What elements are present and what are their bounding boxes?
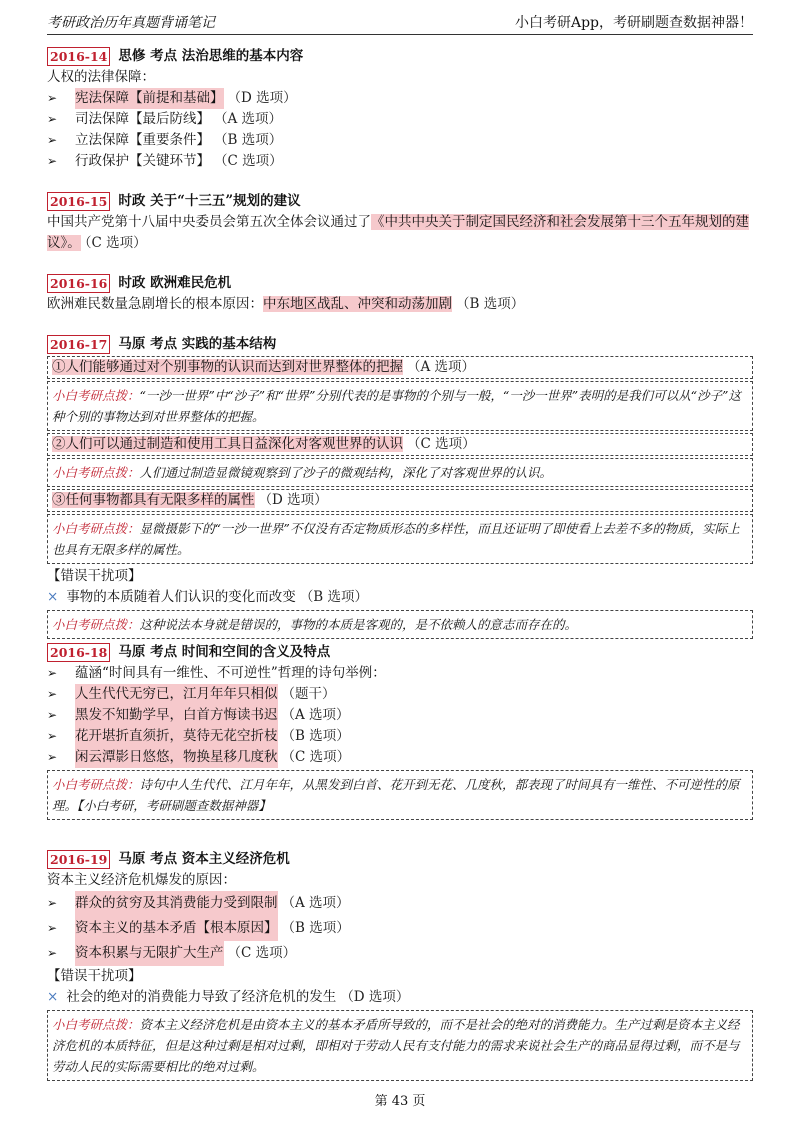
option-line bbox=[47, 433, 753, 456]
question-id: 2016-18 bbox=[47, 643, 110, 662]
arrow-icon: ➢ bbox=[47, 896, 58, 910]
list-item bbox=[47, 705, 753, 726]
arrow-icon: ➢ bbox=[47, 708, 58, 722]
paragraph bbox=[47, 212, 753, 254]
section-heading bbox=[47, 190, 753, 212]
arrow-icon: ➢ bbox=[47, 750, 58, 764]
list-item bbox=[47, 941, 753, 966]
item-text: ②人们可以通过制造和使用工具日益深化对客观世界的认识 bbox=[52, 436, 403, 452]
item-text: 闲云潭影日悠悠，物换星移几度秋 bbox=[75, 747, 278, 768]
item-option: （B 选项） bbox=[456, 296, 525, 312]
arrow-icon: ➢ bbox=[47, 946, 58, 960]
list-item bbox=[47, 726, 753, 747]
question-id: 2016-14 bbox=[47, 47, 110, 66]
list-item bbox=[47, 130, 753, 151]
cross-icon: × bbox=[47, 989, 59, 1005]
section-2016-14 bbox=[47, 45, 753, 172]
item-text: 立法保障【重要条件】 bbox=[75, 132, 210, 148]
tip-text: 人们通过制造显微镜观察到了沙子的微观结构，深化了对客观世界的认识。 bbox=[139, 465, 553, 480]
section-title: 思修 考点 法治思维的基本内容 bbox=[118, 48, 304, 64]
distractor-heading: 【错误干扰项】 bbox=[47, 968, 142, 984]
item-text: 资本积累与无限扩大生产 bbox=[75, 941, 224, 966]
tip-box bbox=[47, 458, 753, 487]
question-id: 2016-15 bbox=[47, 192, 110, 211]
section-2016-18 bbox=[47, 641, 753, 820]
arrow-icon: ➢ bbox=[47, 687, 58, 701]
list-item bbox=[47, 747, 753, 768]
distractor-item bbox=[47, 987, 753, 1008]
distractor-text: 事物的本质随着人们认识的变化而改变 bbox=[66, 589, 296, 605]
section-title: 时政 关于“十三五”规划的建议 bbox=[118, 193, 301, 209]
tip-text: 诗句中人生代代、江月年年，从黑发到白首、花开到无花、几度秋，都表现了时间具有一维性、不可逆性的原理。【小白考研，考研刷题查数据神器】 bbox=[52, 777, 740, 813]
section-2016-16 bbox=[47, 272, 753, 315]
item-option: （B 选项） bbox=[281, 920, 350, 936]
item-option: （C 选项） bbox=[227, 945, 297, 961]
tip-label: 小白考研点拨： bbox=[52, 465, 140, 480]
arrow-icon: ➢ bbox=[47, 133, 58, 147]
tip-box bbox=[47, 381, 753, 431]
item-text: 人生代代无穷已，江月年年只相似 bbox=[75, 684, 278, 705]
tip-box bbox=[47, 1010, 753, 1081]
tip-label: 小白考研点拨： bbox=[52, 388, 140, 403]
section-title: 马原 考点 实践的基本结构 bbox=[118, 336, 277, 352]
item-text: 宪法保障【前提和基础】 bbox=[75, 88, 224, 109]
item-option: （A 选项） bbox=[281, 895, 350, 911]
section-title: 马原 考点 资本主义经济危机 bbox=[118, 851, 290, 867]
section-2016-15 bbox=[47, 190, 753, 254]
tip-text: “一沙一世界”中“沙子”和“世界”分别代表的是事物的个别与一般，“一沙一世界”表明的是我们可以从“沙子”这种个别的事物达到对世界整体的把握。 bbox=[52, 388, 741, 424]
tip-text: 资本主义经济危机是由资本主义的基本矛盾所导致的，而不是社会的绝对的消费能力。生产过剩是资本主义经济危机的本质特征，但是这种过剩是相对过剩，即相对于劳动人民有支付能力的需求来说社会生产的商品显得过剩，而不是与劳动人民的实际需要相比的绝对过剩。 bbox=[52, 1017, 740, 1074]
arrow-icon: ➢ bbox=[47, 154, 58, 168]
option-line bbox=[47, 489, 753, 512]
section-heading bbox=[47, 641, 753, 663]
section-heading bbox=[47, 848, 753, 870]
content bbox=[47, 45, 753, 1099]
header-slogan: 小白考研App，考研刷题查数据神器！ bbox=[514, 15, 753, 31]
question-id: 2016-19 bbox=[47, 850, 110, 869]
section-title: 时政 欧洲难民危机 bbox=[118, 275, 232, 291]
arrow-icon: ➢ bbox=[47, 666, 58, 680]
item-text: ③任何事物都具有无限多样的属性 bbox=[52, 492, 255, 508]
arrow-icon: ➢ bbox=[47, 921, 58, 935]
tip-box bbox=[47, 514, 753, 564]
list-item bbox=[47, 663, 753, 684]
item-option: （D 选项） bbox=[340, 989, 410, 1005]
tip-box bbox=[47, 610, 753, 639]
item-option: （C 选项） bbox=[84, 235, 147, 251]
section-heading bbox=[47, 333, 753, 355]
section-2016-17 bbox=[47, 333, 753, 639]
section-2016-19 bbox=[47, 848, 753, 1081]
item-text: 行政保护【关键环节】 bbox=[75, 153, 210, 169]
item-text: 资本主义的基本矛盾【根本原因】 bbox=[75, 916, 278, 941]
header-title: 考研政治历年真题背诵笔记 bbox=[47, 15, 215, 31]
item-option: （B 选项） bbox=[281, 728, 350, 744]
item-option: （题干） bbox=[281, 686, 336, 702]
tip-text: 显微摄影下的“一沙一世界”不仅没有否定物质形态的多样性，而且还证明了即使看上去差不多的物质，实际上也具有无限多样的属性。 bbox=[52, 521, 740, 557]
highlight-text: 中东地区战乱、冲突和动荡加剧 bbox=[263, 296, 452, 312]
list-item bbox=[47, 151, 753, 172]
tip-text: 这种说法本身就是错误的，事物的本质是客观的，是不依赖人的意志而存在的。 bbox=[139, 617, 578, 632]
arrow-icon: ➢ bbox=[47, 91, 58, 105]
list-item bbox=[47, 684, 753, 705]
list-item bbox=[47, 891, 753, 916]
intro-text: 资本主义经济危机爆发的原因： bbox=[47, 872, 236, 888]
paragraph-text: 欧洲难民数量急剧增长的根本原因： bbox=[47, 296, 263, 312]
item-option: （C 选项） bbox=[281, 749, 351, 765]
tip-label: 小白考研点拨： bbox=[52, 521, 140, 536]
tip-label: 小白考研点拨： bbox=[52, 1017, 140, 1032]
item-text: ①人们能够通过对个别事物的认识而达到对世界整体的把握 bbox=[52, 359, 403, 375]
list-item bbox=[47, 109, 753, 130]
distractor-heading: 【错误干扰项】 bbox=[47, 568, 142, 584]
item-text: 司法保障【最后防线】 bbox=[75, 111, 210, 127]
item-text: 黑发不知勤学早，白首方悔读书迟 bbox=[75, 705, 278, 726]
item-option: （C 选项） bbox=[214, 153, 283, 169]
section-heading bbox=[47, 272, 753, 294]
distractor-text: 社会的绝对的消费能力导致了经济危机的发生 bbox=[66, 989, 337, 1005]
list-item bbox=[47, 916, 753, 941]
option-line bbox=[47, 356, 753, 379]
section-heading bbox=[47, 45, 753, 67]
intro-text: 蕴涵“时间具有一维性、不可逆性”哲理的诗句举例： bbox=[75, 665, 386, 681]
item-option: （D 选项） bbox=[227, 90, 297, 106]
paragraph bbox=[47, 294, 753, 315]
item-option: （D 选项） bbox=[258, 492, 328, 508]
item-text: 群众的贫穷及其消费能力受到限制 bbox=[75, 891, 278, 916]
paragraph-text: 中国共产党第十八届中央委员会第五次全体会议通过了 bbox=[47, 214, 371, 230]
intro-text: 人权的法律保障： bbox=[47, 69, 155, 85]
tip-label: 小白考研点拨： bbox=[52, 777, 140, 792]
arrow-icon: ➢ bbox=[47, 112, 58, 126]
item-option: （A 选项） bbox=[407, 359, 476, 375]
item-text: 花开堪折直须折，莫待无花空折枝 bbox=[75, 726, 278, 747]
highlight-text: 《中共中央关于制定国民经济和社会发展第十三个五年规划的建议》。 bbox=[47, 214, 749, 251]
item-option: （A 选项） bbox=[214, 111, 283, 127]
tip-label: 小白考研点拨： bbox=[52, 617, 140, 632]
item-option: （B 选项） bbox=[214, 132, 283, 148]
item-option: （A 选项） bbox=[281, 707, 350, 723]
list-item bbox=[47, 88, 753, 109]
cross-icon: × bbox=[47, 589, 59, 605]
item-option: （C 选项） bbox=[407, 436, 476, 452]
tip-box bbox=[47, 770, 753, 820]
page-number: 第 43 页 bbox=[374, 1094, 426, 1109]
question-id: 2016-17 bbox=[47, 335, 110, 354]
item-option: （B 选项） bbox=[299, 589, 369, 605]
arrow-icon: ➢ bbox=[47, 729, 58, 743]
section-title: 马原 考点 时间和空间的含义及特点 bbox=[118, 644, 331, 660]
distractor-item bbox=[47, 587, 753, 608]
page-header bbox=[47, 10, 753, 35]
question-id: 2016-16 bbox=[47, 274, 110, 293]
